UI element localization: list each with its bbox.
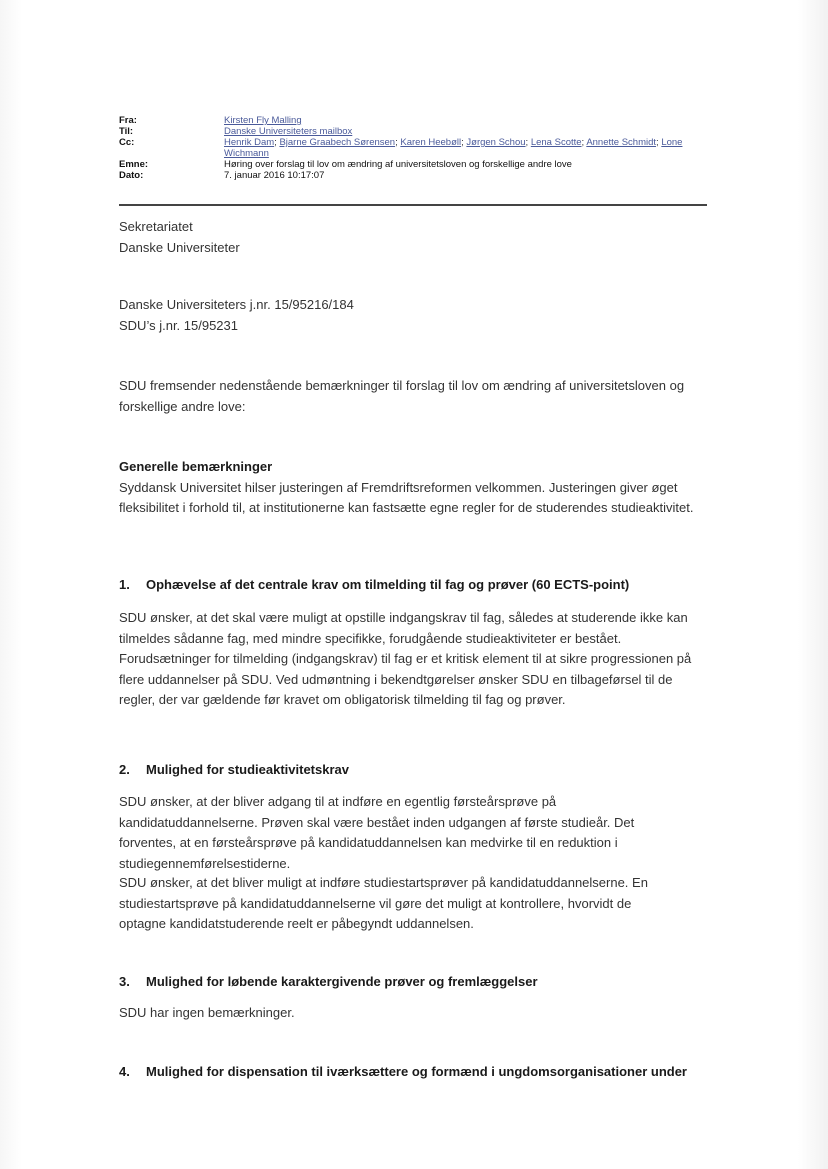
sdu-reference: SDU’s j.nr. 15/95231 <box>119 317 238 333</box>
section-1-paragraph: SDU ønsker, at det skal være muligt at opstille indgangskrav til fag, således at studerende ikke kan tilmeldes sådanne fag, med mindre specifikke, forudgående studieaktiviteter er bestået. Forudsætninger for tilmelding (indgangskrav) til fag er et kritisk element til at sikre progressionen på flere uddannelser på SDU. Ved udmøntning i bekendtgørelser ønsker SDU en tilbageførsel til de regler, der var gældende før kravet om obligatorisk tilmelding til fag og prøver. <box>119 610 692 707</box>
cc-link[interactable]: Henrik Dam <box>224 137 275 148</box>
subject-row <box>119 159 707 170</box>
section-title: Mulighed for studieaktivitetskrav <box>146 762 349 777</box>
scan-edge-left <box>0 0 22 1169</box>
section-title: Ophævelse af det centrale krav om tilmelding til fag og prøver (60 ECTS-point) <box>146 577 630 592</box>
section-2-paragraph-1: SDU ønsker, at der bliver adgang til at indføre en egentlig førsteårsprøve på kandidatuddannelserne. Prøven skal være bestået inden udgangen af første studieår. Det forventes, at en førsteårsprøve på kandidatuddannelsen kan medvirke til en reduktion i studiegennemførelsestiderne. <box>119 794 635 871</box>
cc-link[interactable]: Annette Schmidt <box>586 137 657 148</box>
header-divider <box>119 204 707 206</box>
date-value: 7. januar 2016 10:17:07 <box>224 170 325 181</box>
to-row <box>119 126 707 137</box>
cc-link[interactable]: Bjarne Graabech Sørensen <box>279 137 396 148</box>
du-reference: Danske Universiteters j.nr. 15/95216/184 <box>119 297 354 312</box>
from-link[interactable]: Kirsten Fly Malling <box>224 115 302 126</box>
recipient-line1: Sekretariatet <box>119 219 193 234</box>
email-header <box>119 115 707 181</box>
section-2-paragraph-2: SDU ønsker, at det bliver muligt at indføre studiestartsprøver på kandidatuddannelserne. En studiestartsprøve på kandidatuddannelserne vil gøre det muligt at kontrollere, hvorvidt de optagne kandidatstuderende reelt er påbegyndt uddannelsen. <box>119 875 648 931</box>
intro-paragraph: SDU fremsender nedenstående bemærkninger til forslag til lov om ændring af universitetsloven og forskellige andre love: <box>119 378 685 414</box>
subject-value: Høring over forslag til lov om ændring af universitetsloven og forskellige andre love <box>224 159 572 170</box>
section-number: 1. <box>119 577 130 592</box>
section-2-heading <box>119 760 719 780</box>
cc-link[interactable]: Lena Scotte <box>530 137 582 148</box>
section-3-paragraph: SDU har ingen bemærkninger. <box>119 1005 295 1020</box>
from-label: Fra: <box>119 115 137 126</box>
to-link[interactable]: Danske Universiteters mailbox <box>224 126 353 137</box>
section-number: 3. <box>119 974 130 989</box>
general-text: Syddansk Universitet hilser justeringen af Fremdriftsreformen velkommen. Justeringen giver øget fleksibilitet i forhold til, at institutionerne kan fastsætte egne regler for de studerendes studieaktivitet. <box>119 479 694 515</box>
cc-link[interactable]: Karen Heebøll <box>400 137 462 148</box>
recipient-line2: Danske Universiteter <box>119 239 240 255</box>
section-number: 2. <box>119 762 130 777</box>
date-row <box>119 170 707 181</box>
cc-label: Cc: <box>119 137 135 148</box>
section-number: 4. <box>119 1064 130 1079</box>
scan-edge-right <box>798 0 828 1169</box>
section-title: Mulighed for dispensation til iværksættere og formænd i ungdomsorganisationer under <box>146 1064 687 1079</box>
cc-link[interactable]: Jørgen Schou <box>466 137 526 148</box>
section-1-heading <box>119 575 719 595</box>
general-title: Generelle bemærkninger <box>119 459 273 474</box>
cc-link[interactable]: Lone Wichmann <box>224 137 683 159</box>
recipient-block <box>119 217 719 258</box>
subject-label: Emne: <box>119 159 149 170</box>
section-3-heading <box>119 972 719 992</box>
date-label: Dato: <box>119 170 144 181</box>
from-row <box>119 115 707 126</box>
reference-block <box>119 295 719 336</box>
section-4-heading <box>119 1062 719 1082</box>
cc-row: Cc: Henrik Dam; Bjarne Graabech Sørensen; Karen Heebøll; Jørgen Schou; Lena Scotte; Annette Schmidt; Lone Wichmann <box>119 137 683 159</box>
section-title: Mulighed for løbende karaktergivende prøver og fremlæggelser <box>146 974 538 989</box>
general-remarks <box>119 457 694 519</box>
to-label: Til: <box>119 126 134 137</box>
